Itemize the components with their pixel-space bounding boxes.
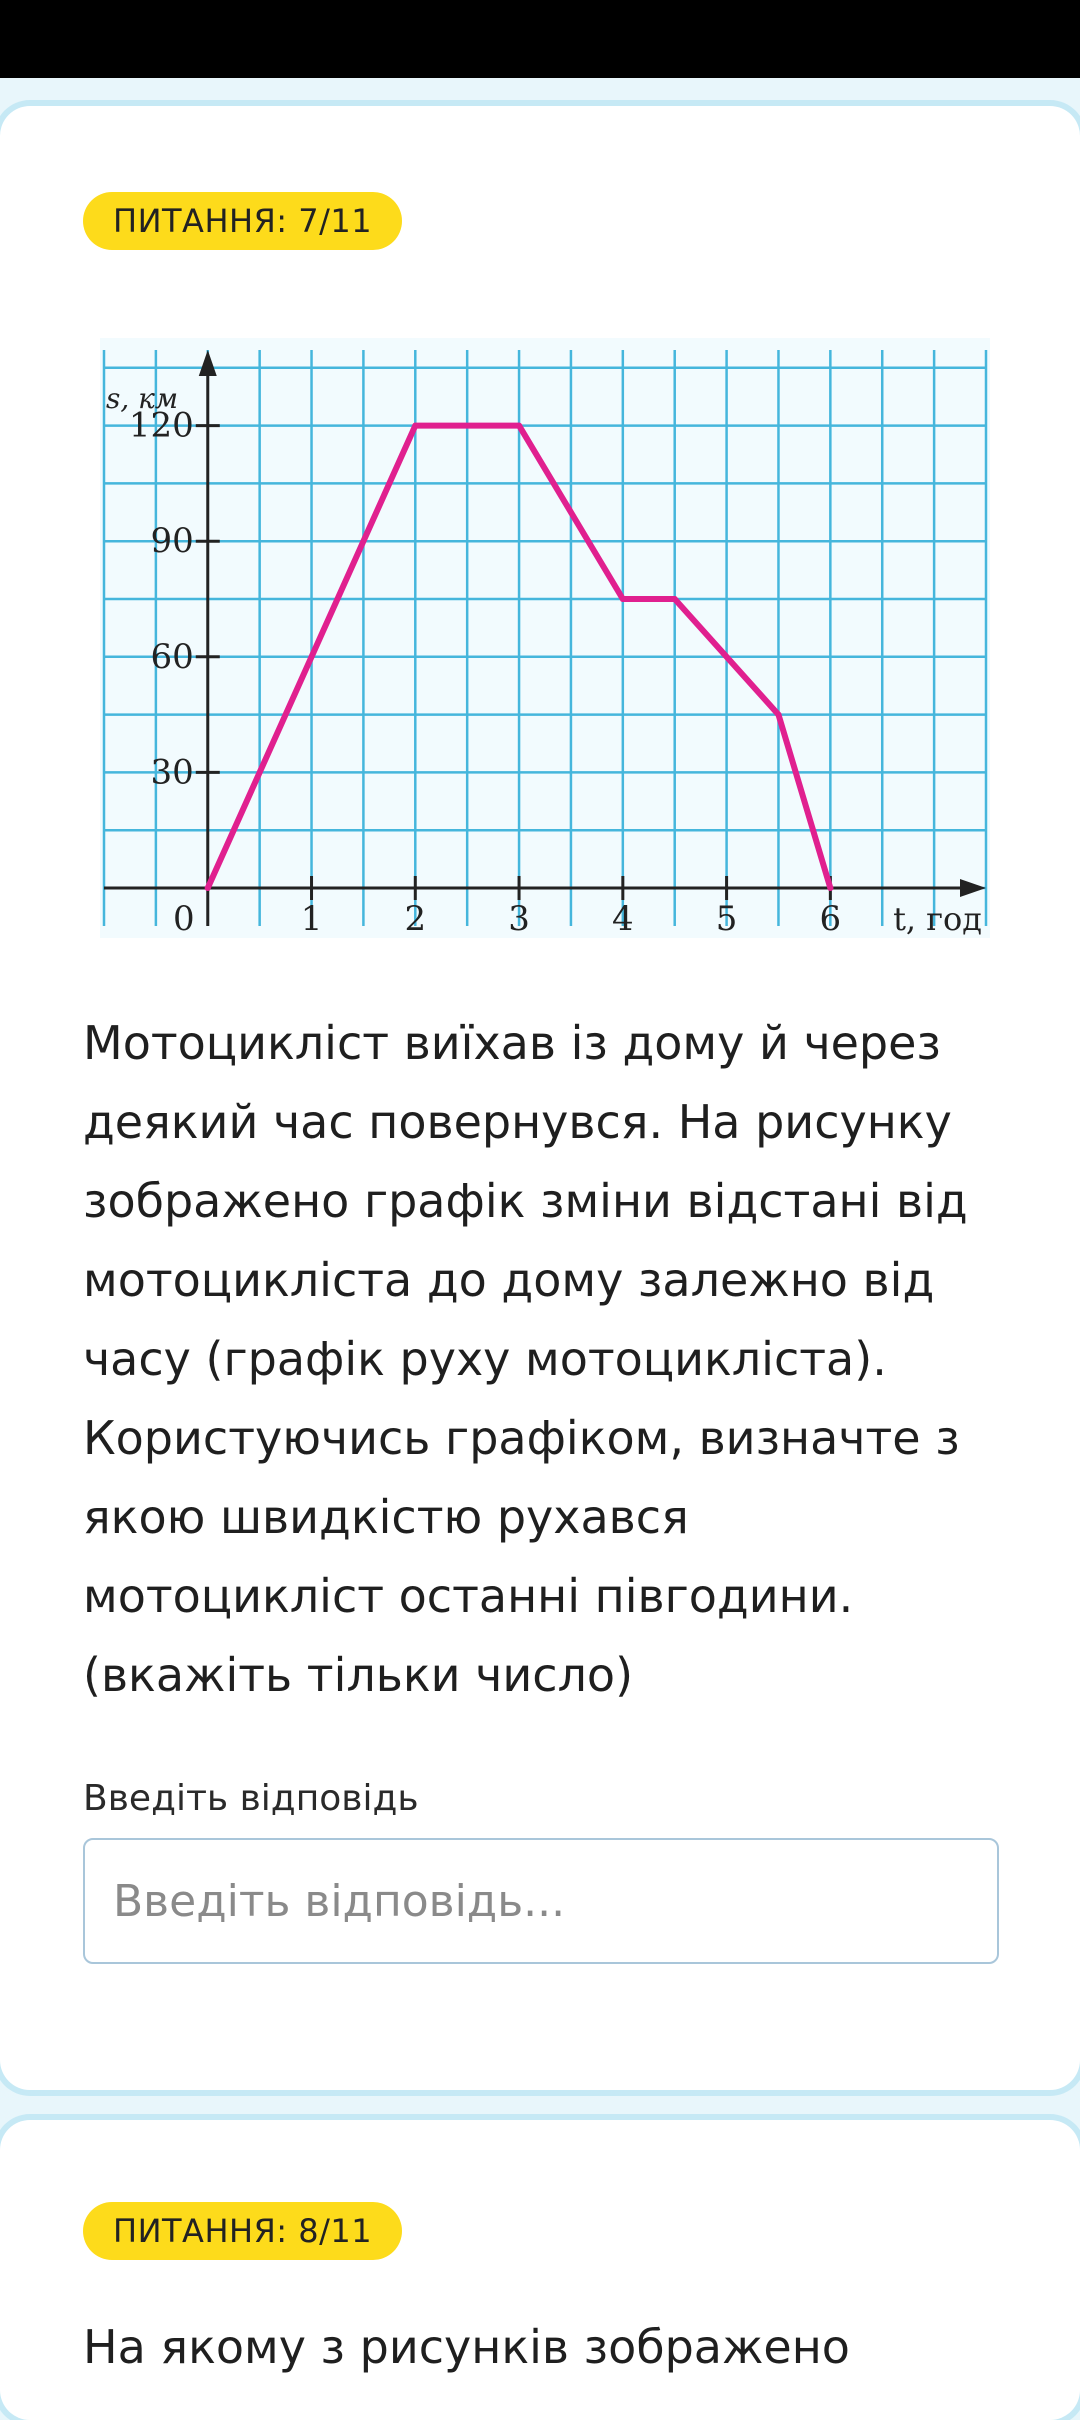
x-tick-label: 2 <box>404 899 427 938</box>
series-point <box>516 423 522 429</box>
y-axis-label: s, км <box>106 382 179 415</box>
x-axis-label: t, год <box>893 900 982 938</box>
question-counter-badge: ПИТАННЯ: 7/11 <box>83 192 402 250</box>
question-card <box>0 106 1080 2090</box>
chart-axes <box>104 350 986 926</box>
question-text: На якому з рисунків зображено <box>83 2320 850 2374</box>
y-tick-label: 60 <box>150 636 194 677</box>
y-tick-label: 90 <box>150 521 194 562</box>
x-tick-label: 4 <box>612 899 634 938</box>
chart-svg <box>100 338 990 938</box>
chart-grid <box>104 350 986 926</box>
series-point <box>620 596 626 602</box>
series-point <box>775 712 781 718</box>
status-bar <box>0 0 1080 78</box>
x-tick-label: 6 <box>819 899 842 938</box>
answer-input[interactable] <box>83 1838 999 1964</box>
x-tick-label: 3 <box>508 899 530 938</box>
distance-time-chart <box>100 338 990 938</box>
next-question-card <box>0 2120 1080 2420</box>
y-axis-arrow <box>199 350 217 376</box>
x-axis-arrow <box>960 879 986 897</box>
question-text: Мотоцикліст виїхав із дому й через деякий час повернувся. На рисунку зображено графік зміни відстані від мотоцикліста до дому залежно від часу (графік руху мотоцикліста). Користуючись графіком, визначте з якою швидкістю рухався мотоцикліст останні півгодини. (вкажіть тільки число) <box>83 1016 968 1702</box>
x-tick-label: 1 <box>300 899 323 938</box>
series-point <box>827 885 833 891</box>
x-tick-label: 5 <box>715 899 738 938</box>
x-tick-label: 0 <box>172 899 195 938</box>
series-point <box>205 885 211 891</box>
series-point <box>672 596 678 602</box>
series-point <box>412 423 418 429</box>
y-tick-label: 120 <box>128 405 194 446</box>
y-tick-label: 30 <box>150 752 194 793</box>
answer-label: Введіть відповідь <box>83 1778 419 1819</box>
question-counter-badge: ПИТАННЯ: 8/11 <box>83 2202 402 2260</box>
